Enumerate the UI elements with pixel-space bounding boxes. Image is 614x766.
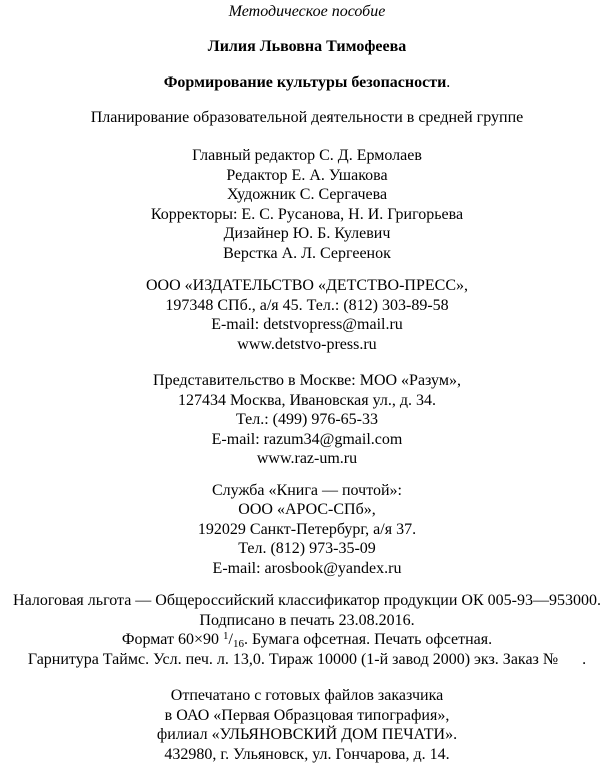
credit-line: Художник С. Сергачева	[226, 186, 388, 203]
credit-line: Редактор Е. А. Ушакова	[226, 166, 388, 184]
moscow-office-website: www.raz-um.ru	[256, 450, 358, 467]
fraction-slash: /	[228, 631, 233, 648]
moscow-office-address: 127434 Москва, Ивановская ул., д. 34.	[177, 391, 437, 409]
book-by-mail-email: E-mail: arosbook@yandex.ru	[212, 559, 402, 577]
title-line	[0, 73, 614, 93]
signed-to-print-line: Подписано в печать 23.08.2016.	[199, 611, 415, 629]
tax-benefit-line: Налоговая льгота — Общероссийский классификатор продукции ОК 005-93—953000.	[13, 592, 601, 609]
book-by-mail-title: Служба «Книга — почтой»:	[212, 481, 402, 499]
imprint-block	[0, 591, 614, 669]
genre-line: Методическое пособие	[228, 3, 386, 20]
moscow-office-name: Представительство в Москве: МОО «Разум»,	[153, 372, 461, 389]
format-prefix: Формат 60×90	[121, 631, 223, 648]
credits-block	[0, 146, 614, 263]
fraction-denominator: 16	[232, 638, 244, 650]
credit-line: Главный редактор С. Д. Ермолаев	[192, 147, 422, 164]
moscow-office-email: E-mail: razum34@gmail.com	[211, 430, 403, 448]
credit-line: Корректоры: Е. С. Русанова, Н. И. Григорьева	[150, 205, 464, 223]
moscow-office-phone: Тел.: (499) 976-65-33	[235, 411, 378, 428]
printing-house-address: 432980, г. Ульяновск, ул. Гончарова, д. 14.	[164, 745, 450, 763]
publisher-address: 197348 СПб., а/я 45. Тел.: (812) 303-89-58	[165, 296, 449, 314]
format-line	[0, 630, 614, 650]
book-by-mail-company: ООО «АРОС-СПб»,	[238, 501, 376, 518]
book-by-mail-block	[0, 481, 614, 579]
publisher-name: ООО «ИЗДАТЕЛЬСТВО «ДЕТСТВО-ПРЕСС»,	[146, 277, 468, 294]
author-line: Лилия Львовна Тимофеева	[207, 37, 407, 55]
subtitle-line: Планирование образовательной деятельности в средней группе	[90, 108, 524, 126]
printed-from-files-line: Отпечатано с готовых файлов заказчика	[170, 687, 444, 704]
credit-line: Дизайнер Ю. Б. Кулевич	[223, 225, 391, 242]
print-run-order-line: Гарнитура Таймс. Усл. печ. л. 13,0. Тираж 10000 (1-й завод 2000) экз. Заказ № .	[27, 650, 587, 668]
printing-house-branch: филиал «УЛЬЯНОВСКИЙ ДОМ ПЕЧАТИ».	[156, 726, 458, 743]
publisher-website: www.detstvo-press.ru	[237, 335, 377, 353]
book-by-mail-phone: Тел. (812) 973-35-09	[238, 540, 376, 557]
colophon-page	[0, 2, 614, 764]
book-title: Формирование культуры безопасности	[163, 74, 447, 91]
fraction-numerator: 1	[222, 630, 229, 642]
publisher-block	[0, 276, 614, 354]
moscow-office-block	[0, 371, 614, 469]
book-by-mail-address: 192029 Санкт-Петербург, а/я 37.	[197, 520, 417, 538]
credit-line: Верстка А. Л. Сергеенок	[223, 244, 391, 262]
title-period: .	[446, 74, 451, 91]
format-suffix: . Бумага офсетная. Печать офсетная.	[243, 631, 493, 648]
printing-house-name: в ОАО «Первая Образцовая типография»,	[164, 706, 450, 724]
publisher-email: E-mail: detstvopress@mail.ru	[211, 316, 403, 333]
printing-house-block	[0, 686, 614, 764]
